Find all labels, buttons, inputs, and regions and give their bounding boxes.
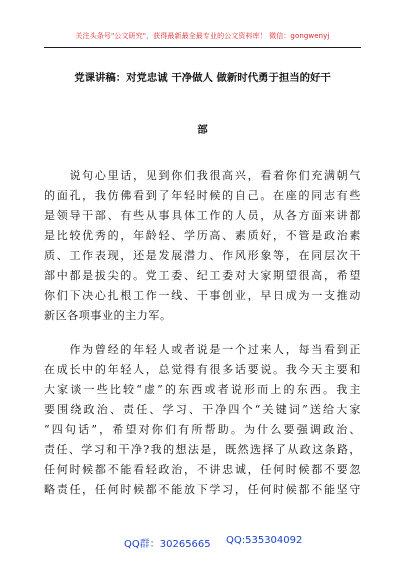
paragraph-line: 责任、学习和干净?我的想法是，既然选择了从政这条路，	[44, 443, 361, 456]
paragraph-line: “四句话”，希望对你们有所帮助。为什么要强调政治、	[44, 423, 361, 436]
paragraph-line: 在成长中的年轻人，总觉得有很多话要说。我今天主要和	[44, 363, 361, 376]
footer-qq-contact: QQ:535304092	[226, 535, 303, 546]
paragraph-line: 是比较优秀的，年龄轻、学历高、素质好，不管是政治素	[44, 229, 361, 242]
paragraph-line: 略责任，任何时候都不能放下学习，任何时候都不能坚守	[44, 483, 361, 496]
footer-qq-group: QQ群：30265665	[124, 539, 211, 550]
document-title-line-1: 党课讲稿：对党忠诚 干净做人 做新时代勇于担当的好干	[74, 72, 331, 84]
paragraph-line: 新区各项事业的主力军。	[44, 309, 172, 322]
paragraph-line: 作为曾经的年轻人或者说是一个过来人，每当看到正	[44, 343, 361, 356]
paragraph-line: 的面孔，我仿佛看到了年轻时候的自己。在座的同志有些	[44, 189, 361, 202]
paragraph-line: 要围绕政治、责任、学习、干净四个“关键词”送给大家	[44, 403, 361, 416]
paragraph-line: 你们下决心扎根工作一线、干事创业，早日成为一支推动	[44, 289, 361, 302]
paragraph-line: 大家谈一些比较“虚”的东西或者说形而上的东西。我主	[44, 383, 361, 396]
paragraph-line: 质、工作表现，还是发展潜力、作风形象等，在同层次干	[44, 249, 361, 262]
header-divider	[44, 47, 361, 48]
paragraph-line: 说句心里话，见到你们我很高兴，看着你们充满朝气	[44, 169, 361, 182]
document-title-line-2: 部	[197, 124, 208, 136]
paragraph-1	[44, 166, 361, 326]
paragraph-line: 部中都是拔尖的。党工委、纪工委对大家期望很高，希望	[44, 269, 361, 282]
paragraph-2	[44, 340, 361, 500]
footer	[0, 535, 408, 555]
header-notice: 关注头条号"公文研究"，获得最新最全最专业的公文资料库！ 微信：gongwenyj	[75, 32, 330, 40]
paragraph-line: 是领导干部、有些从事具体工作的人员，从各方面来讲都	[44, 209, 361, 222]
paragraph-line: 任何时候都不能看轻政治，不讲忠诚，任何时候都不要忽	[44, 463, 361, 476]
